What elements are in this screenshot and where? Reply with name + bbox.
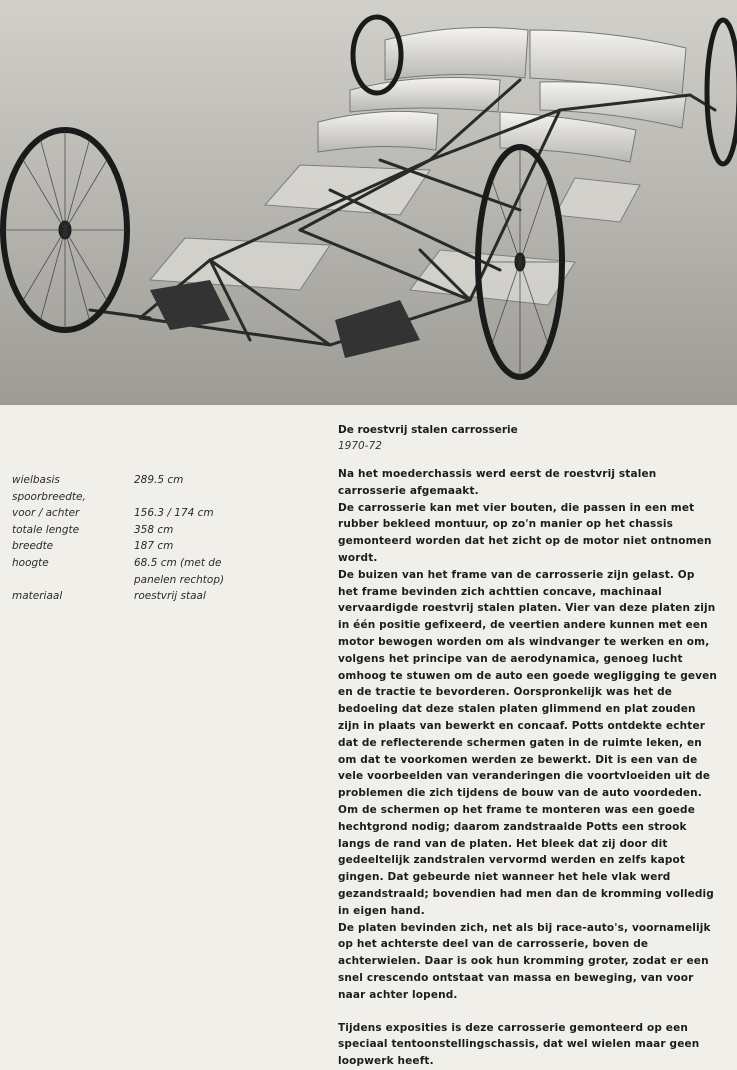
article-date: 1970-72 — [338, 440, 382, 452]
spec-value: 187 cm — [134, 540, 174, 553]
spec-row — [12, 522, 312, 539]
article-title: De roestvrij stalen carrosserie — [338, 424, 518, 436]
spec-value: 358 cm — [134, 523, 174, 536]
spec-value: roestvrij staal — [134, 590, 206, 603]
article-paragraph: De buizen van het frame van de carrosserie zijn gelast. Op het frame bevinden zich achttien concave, machinaal vervaardigde roestvrij stalen platen. Vier van deze platen zijn in één positie gefixeerd, de veertien andere kunnen met een motor bewogen worden om als windvanger te werken en om, volgens het principe van de aerodynamica, genoeg lucht omhoog te stuwen om de auto een goede wegligging te geven en de tractie te bevorderen. Oorspronkelijk was het de bedoeling dat deze stalen platen glimmend en plat zouden zijn in plaats van bewerkt en concaaf. Potts ontdekte echter dat de reflecterende schermen gaten in de ruimte leken, en om dat te voorkomen werden ze bewerkt. Dit is een van de vele voorbeelden van veranderingen die voortvloeiden uit de problemen die zich tijdens de bouw van de auto voordeden. — [338, 568, 718, 800]
spec-label: hoogte — [12, 556, 49, 569]
article-paragraph: Na het moederchassis werd eerst de roestvrij stalen carrosserie afgemaakt. — [338, 468, 657, 497]
article-paragraph: Om de schermen op het frame te monteren was een goede hechtgrond nodig; daarom zandstraalde Potts een strook langs de rand van de platen. Het bleek dat zij door dit gedeeltelijk zandstralen vervormd werden en zelfs kapot gingen. Dat gebeurde niet wanneer het hele vlak werd gezandstraald; bovendien had men dan de kromming volledig in eigen hand. — [338, 803, 714, 917]
spec-value — [134, 489, 254, 506]
spec-label: totale lengte — [12, 523, 80, 536]
spec-value: 289.5 cm — [134, 474, 184, 486]
spec-table — [12, 472, 312, 605]
spec-label: materiaal — [12, 590, 63, 603]
spec-label: spoorbreedte, — [12, 490, 86, 503]
spec-label: wielbasis — [12, 474, 60, 486]
spec-label — [12, 572, 134, 589]
spec-label: voor / achter — [12, 507, 80, 520]
spec-row — [12, 538, 312, 555]
car-body-photo — [0, 0, 737, 405]
spec-label: breedte — [12, 540, 54, 553]
article-paragraph: De platen bevinden zich, net als bij race-auto's, voornamelijk op het achterste deel van de carrosserie, boven de achterwielen. Daar is ook hun kromming groter, zodat er een snel crescendo ontstaat van massa en beweging, van voor naar achter lopend. — [338, 921, 711, 1001]
article — [338, 422, 718, 1070]
spec-row — [12, 472, 312, 489]
spec-value: 68.5 cm (met de — [134, 556, 222, 569]
article-paragraph: De carrosserie kan met vier bouten, die passen in een met rubber bekleed montuur, op zo'n manier op het chassis gemonteerd worden dat het zicht op de motor niet ontnomen wordt. — [338, 501, 712, 564]
spec-value: panelen rechtop) — [134, 573, 225, 586]
spec-row — [12, 489, 312, 506]
spec-row — [12, 588, 312, 605]
spec-row — [12, 505, 312, 522]
spec-value: 156.3 / 174 cm — [134, 507, 214, 520]
spec-row — [12, 572, 312, 589]
article-paragraph: Tijdens exposities is deze carrosserie gemonteerd op een speciaal tentoonstellingschassis, dat wel wielen maar geen loopwerk heeft. — [338, 1021, 700, 1068]
spec-row — [12, 555, 312, 572]
